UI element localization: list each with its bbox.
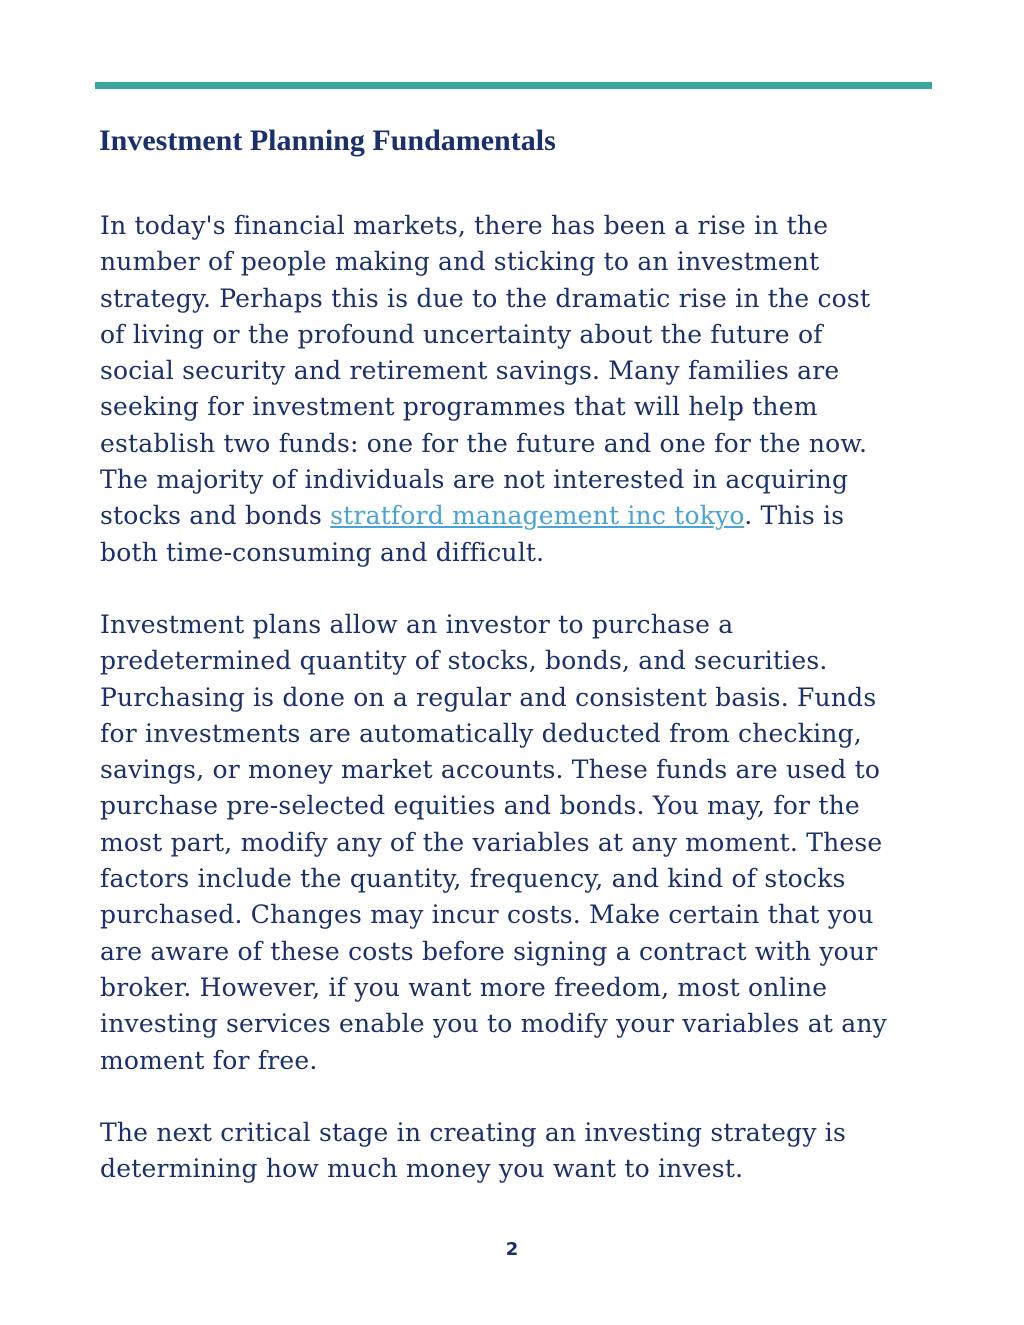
paragraph-line: Investment plans allow an investor to purchase a	[100, 610, 734, 639]
paragraph-line: seeking for investment programmes that will help them	[100, 392, 818, 422]
paragraph-line: number of people making and sticking to an investment	[100, 247, 820, 277]
paragraph-line: The next critical stage in creating an investing strategy is	[100, 1118, 847, 1147]
paragraph-line: determining how much money you want to invest.	[100, 1154, 744, 1184]
paragraph-line: strategy. Perhaps this is due to the dramatic rise in the cost	[100, 283, 871, 313]
paragraph-line: for investments are automatically deducted from checking,	[100, 718, 862, 748]
paragraph-line: purchase pre-selected equities and bonds. You may, for the	[100, 791, 860, 821]
paragraph-line: of living or the profound uncertainty about the future of	[100, 319, 823, 349]
stratford-management-link[interactable]: stratford management inc tokyo	[330, 501, 745, 531]
paragraph-3	[100, 1115, 950, 1188]
paragraph-line: In today's financial markets, there has been a rise in the	[100, 211, 829, 240]
paragraph-line-with-link	[100, 498, 950, 534]
paragraph-line: moment for free.	[100, 1045, 318, 1075]
paragraph-line: purchased. Changes may incur costs. Make certain that you	[100, 900, 874, 930]
paragraph-line: social security and retirement savings. Many families are	[100, 356, 840, 386]
paragraph-line: both time-consuming and difficult.	[100, 537, 545, 567]
paragraph-line: establish two funds: one for the future and one for the now.	[100, 428, 868, 458]
paragraph-2	[100, 607, 950, 1079]
paragraph-line: investing services enable you to modify your variables at any	[100, 1009, 887, 1039]
page-heading: Investment Planning Fundamentals	[99, 124, 556, 157]
link-suffix-text: . This is	[744, 501, 845, 531]
paragraph-line: most part, modify any of the variables at any moment. These	[100, 827, 883, 857]
paragraph-line: are aware of these costs before signing a contract with your	[100, 936, 878, 966]
paragraph-line: factors include the quantity, frequency, and kind of stocks	[100, 864, 846, 894]
paragraph-line: Purchasing is done on a regular and consistent basis. Funds	[100, 682, 877, 712]
page-number: 2	[505, 1239, 519, 1260]
link-prefix-text: stocks and bonds	[100, 501, 331, 531]
paragraph-line: predetermined quantity of stocks, bonds, and securities.	[100, 646, 828, 676]
top-accent-rule	[95, 82, 932, 89]
paragraph-line: broker. However, if you want more freedom, most online	[100, 972, 828, 1002]
paragraph-line: savings, or money market accounts. These funds are used to	[100, 755, 881, 785]
paragraph-1	[100, 208, 950, 571]
paragraph-line: The majority of individuals are not interested in acquiring	[100, 465, 849, 495]
